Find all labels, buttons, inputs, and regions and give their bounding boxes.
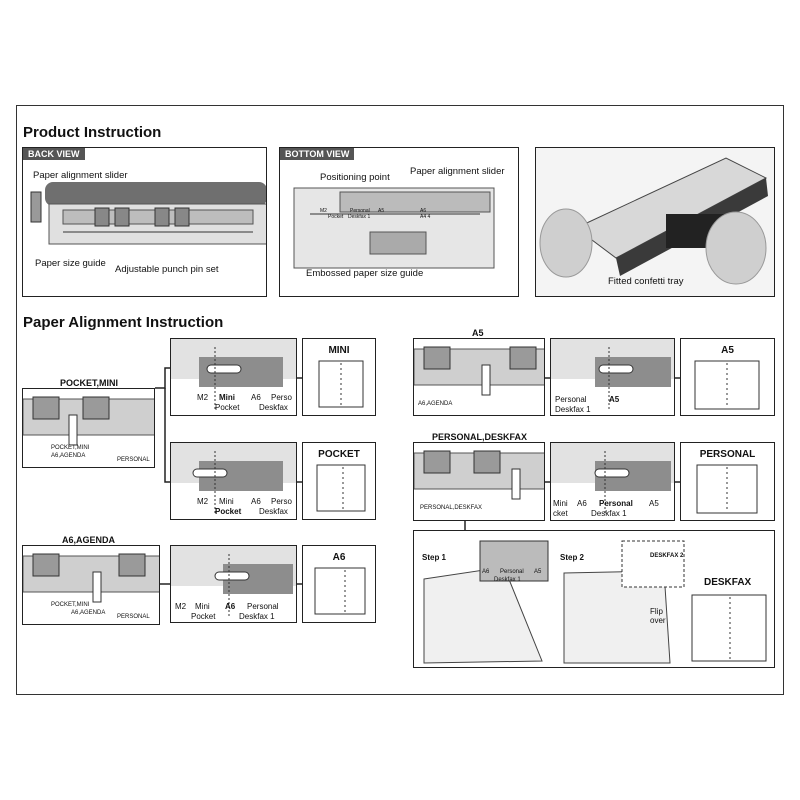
bottom-scale-a5: A5 bbox=[378, 208, 385, 214]
slider-a5-panel bbox=[550, 338, 675, 416]
confetti-tray-photo bbox=[535, 147, 775, 297]
slider-mini-panel bbox=[170, 338, 297, 416]
flip-over-label: Flip over bbox=[650, 607, 666, 625]
slider-a6-deskfax1: Deskfax 1 bbox=[239, 612, 275, 621]
bottom-view-tag: BOTTOM VIEW bbox=[280, 148, 354, 160]
slider-personal-cket: cket bbox=[553, 509, 568, 518]
result-a5-panel bbox=[680, 338, 775, 416]
result-mini-label: MINI bbox=[328, 345, 350, 356]
back-pin-set-label: Adjustable punch pin set bbox=[115, 264, 219, 275]
confetti-tray-label: Fitted confetti tray bbox=[608, 276, 684, 287]
slider-a6-mini: Mini bbox=[195, 602, 210, 611]
bottom-scale-pocket: Pocket bbox=[328, 214, 344, 220]
back-view-tag: BACK VIEW bbox=[23, 148, 85, 160]
device-a6-pocket-mini-mark: POCKET,MINI bbox=[51, 602, 90, 608]
device-personal-deskfax-mark: PERSONAL,DESKFAX bbox=[420, 505, 483, 511]
step1-a6: A6 bbox=[482, 569, 490, 575]
slider-pocket-deskfax: Deskfax bbox=[259, 507, 288, 516]
slider-personal-a6: A6 bbox=[577, 499, 587, 508]
slider-pocket-m2: M2 bbox=[197, 497, 209, 506]
slider-a6-panel bbox=[170, 545, 297, 623]
slider-personal-panel bbox=[550, 442, 675, 521]
result-deskfax-label: DESKFAX bbox=[704, 577, 752, 588]
slider-mini-perso: Perso bbox=[271, 393, 292, 402]
slider-pocket-panel bbox=[170, 442, 297, 520]
back-size-guide-label: Paper size guide bbox=[35, 258, 106, 269]
slider-personal-personal: Personal bbox=[599, 499, 633, 508]
bottom-slider-label: Paper alignment slider bbox=[410, 166, 505, 177]
bottom-view-panel bbox=[279, 147, 519, 297]
group-a5-title: A5 bbox=[472, 328, 484, 338]
result-a5-label: A5 bbox=[721, 345, 734, 356]
device-a5-mark: A6,AGENDA bbox=[418, 401, 453, 407]
slider-pocket-pocket: Pocket bbox=[215, 507, 242, 516]
slider-a5-a5: A5 bbox=[609, 395, 620, 404]
positioning-point-label: Positioning point bbox=[320, 172, 390, 183]
paper-alignment-heading: Paper Alignment Instruction bbox=[23, 314, 224, 331]
slider-personal-deskfax1: Deskfax 1 bbox=[591, 509, 627, 518]
group-a6-agenda-title: A6,AGENDA bbox=[62, 535, 116, 545]
step1-personal: Personal bbox=[500, 569, 524, 575]
group-pocket-mini-title: POCKET,MINI bbox=[60, 378, 119, 388]
back-view-panel bbox=[22, 147, 267, 297]
group-personal-deskfax-title: PERSONAL,DESKFAX bbox=[432, 432, 528, 442]
back-slider-label: Paper alignment slider bbox=[33, 170, 128, 181]
slider-mini-deskfax: Deskfax bbox=[259, 403, 288, 412]
slider-a5-deskfax1: Deskfax 1 bbox=[555, 405, 591, 414]
device-pocket-mini bbox=[22, 388, 155, 468]
slider-personal-a5: A5 bbox=[649, 499, 659, 508]
bottom-scale-a6: A6 bbox=[420, 208, 427, 214]
slider-mini-mini: Mini bbox=[219, 393, 235, 402]
product-instruction-heading: Product Instruction bbox=[23, 124, 162, 141]
slider-personal-mini: Mini bbox=[553, 499, 568, 508]
slider-a6-m2: M2 bbox=[175, 602, 187, 611]
device-a6-agenda bbox=[22, 545, 160, 625]
device-personal-mark: PERSONAL bbox=[117, 457, 150, 463]
bottom-scale-deskfax1: Deskfax 1 bbox=[348, 214, 371, 220]
device-a6-a6-agenda-mark: A6,AGENDA bbox=[71, 610, 106, 616]
slider-a5-personal: Personal bbox=[555, 395, 587, 404]
slider-mini-a6: A6 bbox=[251, 393, 261, 402]
result-pocket-label: POCKET bbox=[318, 449, 360, 460]
step2-label: Step 2 bbox=[560, 553, 585, 562]
result-mini-panel bbox=[302, 338, 376, 416]
photo-illustration bbox=[536, 148, 775, 297]
slider-a6-a6: A6 bbox=[225, 602, 236, 611]
step1-label: Step 1 bbox=[422, 553, 447, 562]
bottom-scale-m2: M2 bbox=[320, 208, 327, 214]
step2-deskfax2: DESKFAX 2 bbox=[650, 553, 684, 559]
slider-pocket-a6: A6 bbox=[251, 497, 261, 506]
embossed-guide-label: Embossed paper size guide bbox=[306, 268, 424, 279]
device-pocket-mini-mark: POCKET,MINI bbox=[51, 445, 90, 451]
slider-a6-personal: Personal bbox=[247, 602, 279, 611]
result-personal-panel bbox=[680, 442, 775, 521]
bottom-scale-personal: Personal bbox=[350, 208, 370, 214]
device-personal-deskfax bbox=[413, 442, 545, 521]
bottom-scale-a4: A4 4 bbox=[420, 214, 431, 220]
result-a6-panel bbox=[302, 545, 376, 623]
device-a6-personal-mark: PERSONAL bbox=[117, 614, 150, 620]
step1-deskfax1: Deskfax 1 bbox=[494, 577, 521, 583]
deskfax-steps-panel bbox=[413, 530, 775, 668]
slider-pocket-mini: Mini bbox=[219, 497, 234, 506]
slider-mini-pocket: Pocket bbox=[215, 403, 240, 412]
result-a6-label: A6 bbox=[332, 552, 346, 563]
step1-a5: A5 bbox=[534, 569, 542, 575]
slider-a6-pocket: Pocket bbox=[191, 612, 216, 621]
slider-mini-m2: M2 bbox=[197, 393, 209, 402]
device-a6-agenda-mark: A6,AGENDA bbox=[51, 453, 86, 459]
result-pocket-panel bbox=[302, 442, 376, 520]
device-a5 bbox=[413, 338, 545, 416]
slider-pocket-perso: Perso bbox=[271, 497, 292, 506]
result-personal-label: PERSONAL bbox=[699, 449, 756, 460]
